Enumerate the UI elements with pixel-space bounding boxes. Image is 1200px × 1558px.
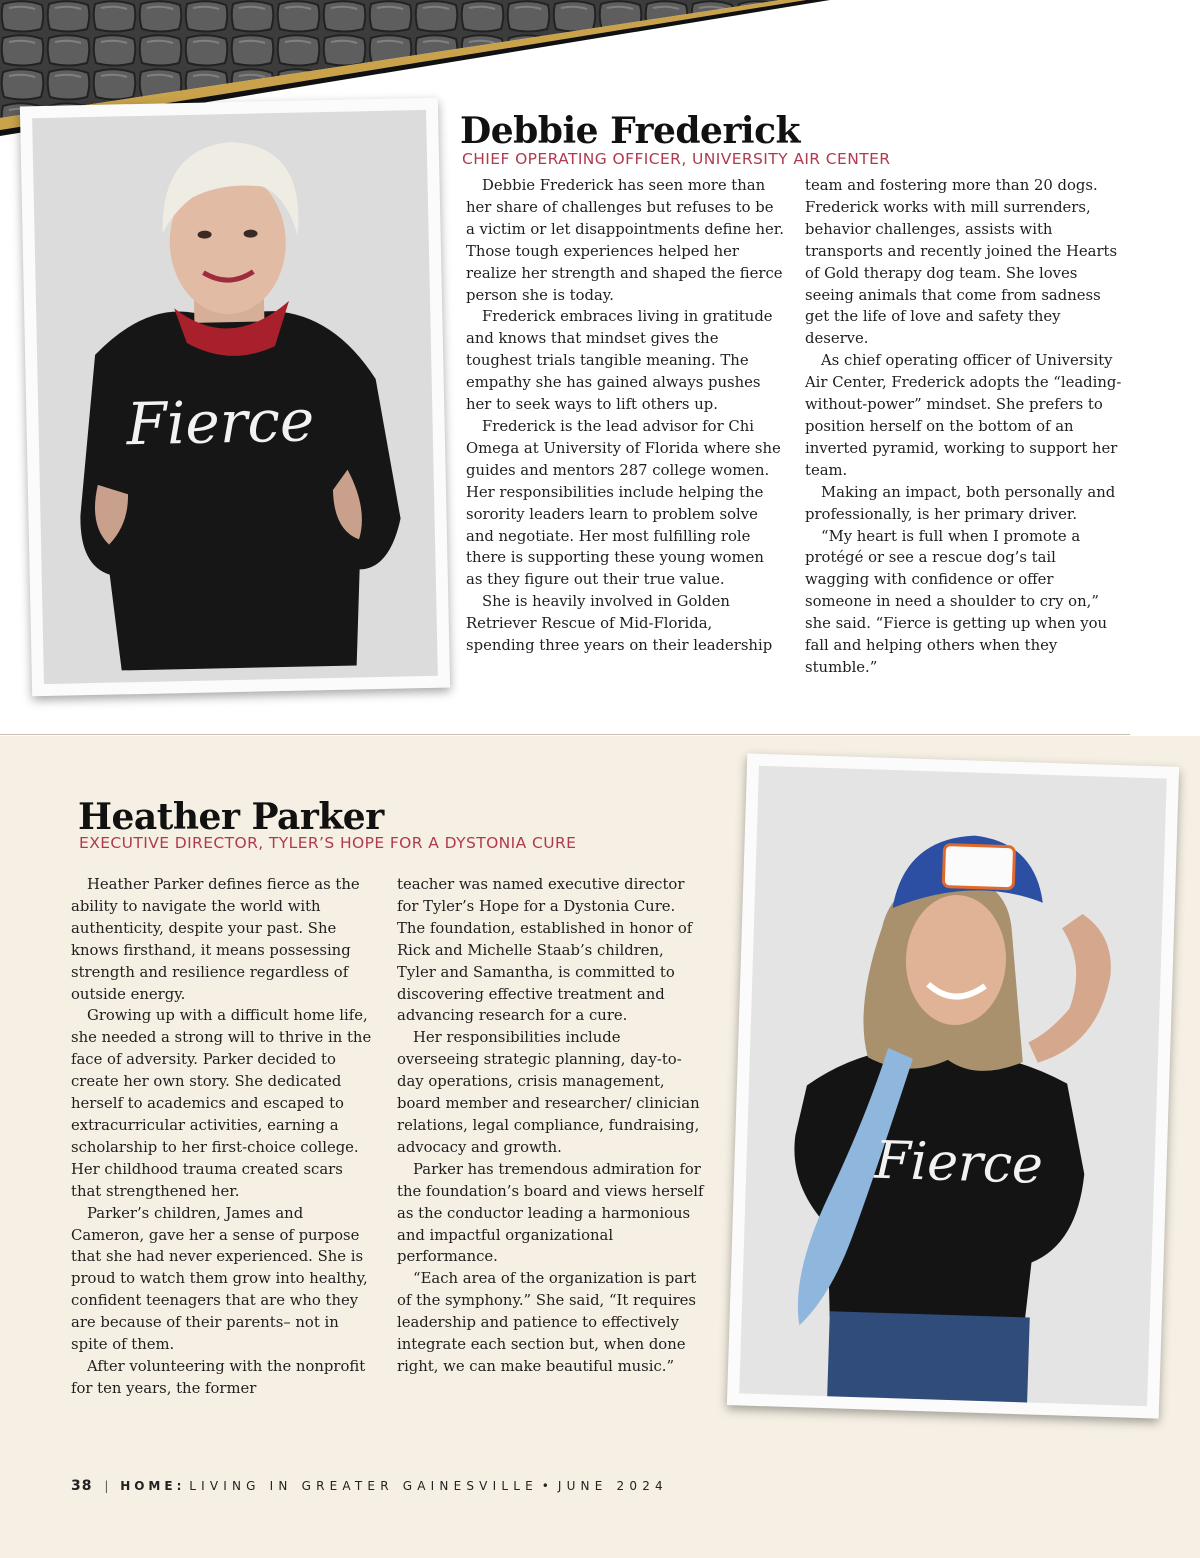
- paragraph: Parker’s children, James and Cameron, gave her a sense of purpose that she had never experienced. She is proud to watch them grow into healthy, confident teenagers that are who they are because of their parents– not in spite of them.: [71, 1204, 368, 1354]
- paragraph: Debbie Frederick has seen more than her share of challenges but refuses to be a victim or let disappointments define her. Those tough experiences helped her realize her strength and shaped the fierce person she is today.: [466, 177, 784, 304]
- paragraph: Making an impact, both personally and professionally, is her primary driver.: [805, 483, 1116, 523]
- magazine-name: HOME:: [120, 1479, 186, 1493]
- paragraph: Growing up with a difficult home life, she needed a strong will to thrive in the face of adversity. Parker decided to create her own story. She dedicated herself to academics and escaped to extracurricular activities, earning a scholarship to her first-choice college. Her childhood trauma created scars that strengthened her.: [71, 1007, 372, 1200]
- paragraph: team and fostering more than 20 dogs. Frederick works with mill surrenders, behavior challenges, assists with transports and recently joined the Hearts of Gold therapy dog team. She loves seeing animals that come from sadness get the life of love and safety they deserve.: [805, 177, 1118, 348]
- page-number: 38: [71, 1478, 93, 1494]
- shirt-fierce-text: Fierce: [873, 1130, 1044, 1196]
- paragraph: Her responsibilities include overseeing strategic planning, day-to-day operations, crisis management, board member and researcher/ clinician relations, legal compliance, fundraising, advocacy and growth.: [397, 1029, 700, 1156]
- paragraph: Heather Parker defines fierce as the ability to navigate the world with authenticity, despite your past. She knows firsthand, it means possessing strength and resilience regardless of outside energy.: [71, 876, 360, 1003]
- paragraph: Frederick embraces living in gratitude and knows that mindset gives the toughest trials tangible meaning. The empathy she has gained always pushes her to seek ways to lift others up.: [466, 308, 773, 414]
- profile-name: Debbie Frederick: [460, 110, 800, 152]
- paragraph: She is heavily involved in Golden Retriever Rescue of Mid-Florida, spending three years on their leadership: [466, 593, 773, 655]
- article-column-1: [71, 874, 373, 1400]
- profile-title: CHIEF OPERATING OFFICER, UNIVERSITY AIR CENTER: [462, 150, 891, 168]
- article-column-1: [466, 175, 784, 657]
- article-column-2: [397, 874, 705, 1378]
- footer-separator: |: [104, 1479, 109, 1493]
- footer-bullet: •: [541, 1479, 554, 1493]
- profile-name: Heather Parker: [78, 796, 384, 838]
- paragraph: Parker has tremendous admiration for the foundation’s board and views herself as the conductor leading a harmonious and impactful organizational performance.: [397, 1160, 704, 1266]
- paragraph: “Each area of the organization is part of the symphony.” She said, “It requires leadership and patience to effectively integrate each section but, when done right, we can make beautiful music.”: [397, 1270, 697, 1375]
- profile-title: EXECUTIVE DIRECTOR, TYLER’S HOPE FOR A DYSTONIA CURE: [79, 834, 577, 852]
- paragraph: After volunteering with the nonprofit for ten years, the former: [71, 1357, 366, 1397]
- section-divider: [0, 734, 1130, 735]
- magazine-tagline: LIVING IN GREATER GAINESVILLE: [189, 1479, 538, 1493]
- debbie-frederick-photo: [20, 98, 450, 697]
- article-column-2: [805, 175, 1123, 679]
- paragraph: As chief operating officer of University Air Center, Frederick adopts the “leading-without-power” mindset. She prefers to position herself on the bottom of an inverted pyramid, working to support her team.: [805, 352, 1122, 479]
- paragraph: “My heart is full when I promote a protégé or see a rescue dog’s tail wagging with confidence or offer someone in need a shoulder to cry on,” she said. “Fierce is getting up when you fall and helping others when they stumble.”: [805, 527, 1108, 676]
- heather-parker-photo: [727, 753, 1179, 1418]
- shirt-fierce-text: Fierce: [125, 386, 315, 459]
- paragraph: Frederick is the lead advisor for Chi Omega at University of Florida where she guides and mentors 287 college women. Her responsibilities include helping the sorority leaders learn to problem solve and negotiate. Her most fulfilling role there is supporting these young women as they figure out their true value.: [466, 417, 781, 589]
- paragraph: teacher was named executive director for Tyler’s Hope for a Dystonia Cure. The foundation, established in honor of Rick and Michelle Staab’s children, Tyler and Samantha, is committed to discovering effective treatment and advancing research for a cure.: [397, 876, 693, 1025]
- page-footer: [71, 1478, 668, 1494]
- issue-date: JUNE 2024: [557, 1479, 668, 1493]
